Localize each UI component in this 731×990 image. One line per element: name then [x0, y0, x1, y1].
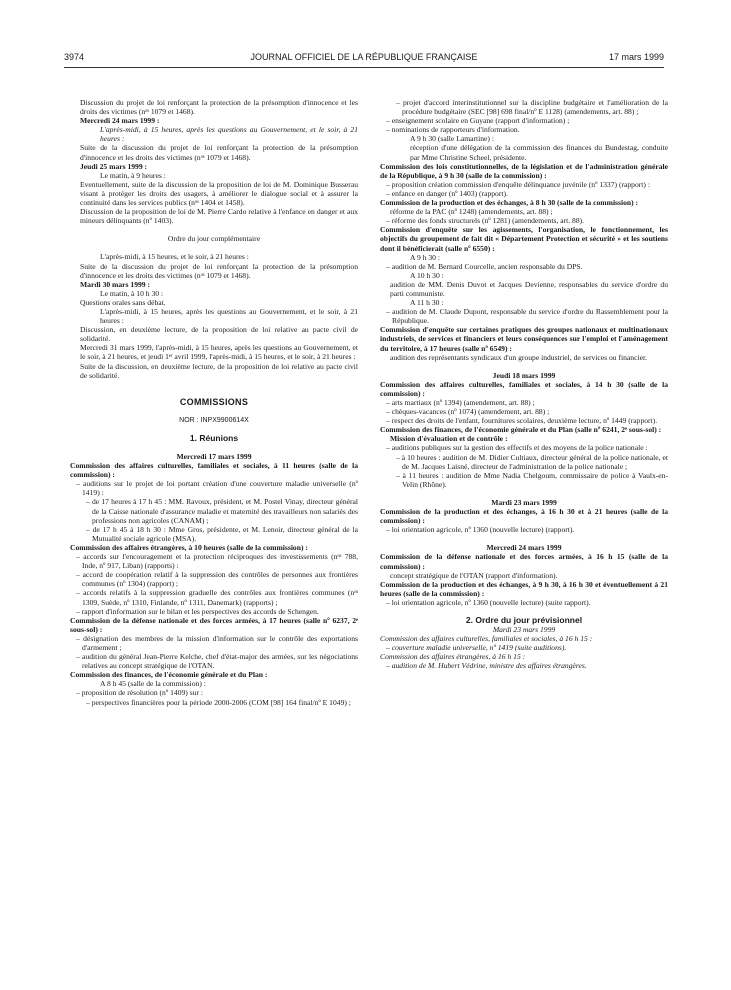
- list-item: – à 10 heures : audition de M. Didier Cultiaux, directeur général de la police nationale, et de M. Jacques Laisné, directeur de l'administration de la police nationale ;: [396, 452, 668, 471]
- paragraph: audition de MM. Denis Duvot et Jacques Devienne, responsables du service d'ordre du parti communiste.: [390, 279, 668, 298]
- paragraph: A 8 h 45 (salle de la commission) :: [100, 679, 206, 689]
- list-item: – chèques-vacances (nº 1074) (amendement, art. 88) ;: [386, 407, 550, 417]
- list-item: – audition de M. Hubert Védrine, ministre des affaires étrangères.: [386, 661, 587, 671]
- list-item: – projet d'accord interinstitutionnel sur la discipline budgétaire et l'amélioration de la procédure budgétaire (SEC [98] 698 final/nº E 1128) (amendements, art. 88) ;: [396, 98, 668, 117]
- paragraph: L'après-midi, à 15 heures, et le soir, à 21 heures :: [100, 252, 249, 262]
- paragraph: A 9 h 30 (salle Lamartine) :: [410, 134, 494, 144]
- commission-heading: Commission de la production et des échanges, à 8 h 30 (salle de la commission) :: [380, 198, 639, 208]
- list-item: – audition de M. Bernard Courcelle, ancien responsable du DPS.: [386, 261, 583, 271]
- section-subtitle: 2. Ordre du jour prévisionnel: [465, 614, 583, 625]
- commission-heading: Commission des affaires culturelles, familiales et sociales, à 11 heures (salle de la commission) :: [70, 461, 358, 480]
- commission-heading: Commission de la production et des échanges, à 16 h 30 et à 21 heures (salle de la commission) :: [380, 507, 668, 526]
- commission-heading: Commission des lois constitutionnelles, de la législation et de l'administration générale de la République, à 9 h 30 (salle de la commission) :: [380, 161, 668, 180]
- date-heading: Mercredi 24 mars 1999 :: [80, 116, 160, 126]
- list-item: – perspectives financières pour la période 2000-2006 (COM [98] 164 final/nº E 1049) ;: [86, 697, 351, 707]
- nor-reference: NOR : INPX9900614X: [179, 416, 249, 424]
- paragraph: réception d'une délégation de la commission des finances du Bundestag, conduite par Mme Christine Scheel, présidente.: [410, 143, 668, 162]
- paragraph: L'après-midi, à 15 heures, après les questions au Gouvernement, et le soir, à 21 heures :: [100, 306, 358, 326]
- issue-date: 17 mars 1999: [608, 52, 664, 62]
- commission-heading: Commission de la défense nationale et des forces armées, à 17 heures (salle nº 6237, 2ᵉ sous-sol) :: [70, 615, 358, 634]
- commission-heading: Commission des affaires culturelles, familiales et sociales, à 14 h 30 (salle de la commission) :: [380, 379, 668, 398]
- paragraph: audition des représentants syndicaux d'un groupe industriel, de services ou financier.: [390, 352, 647, 362]
- list-item: – de 17 h 45 à 18 h 30 : Mme Gros, présidente, et M. Lenoir, directeur général de la Mutualité sociale agricole (MSA).: [86, 524, 358, 543]
- list-item: – désignation des membres de la mission d'information sur le contrôle des exportations d'armement ;: [76, 633, 358, 652]
- section-title: COMMISSIONS: [179, 396, 249, 407]
- list-item: – accords sur l'encouragement et la protection réciproques des investissements (nᵒˢ 788, Inde, nº 917, Liban) (rapports) :: [76, 552, 358, 571]
- list-item: – accord de coopération relatif à la suppression des contrôles de personnes aux frontières communes (nº 1304) (rapport) ;: [76, 570, 358, 589]
- list-item: – nominations de rapporteurs d'information.: [386, 125, 520, 135]
- subheading: Ordre du jour complémentaire: [167, 234, 261, 244]
- list-item: – proposition de résolution (nº 1409) sur :: [76, 688, 204, 698]
- commission-heading: Commission de la production et des échanges, à 9 h 30, à 16 h 30 et éventuellement à 21 heures (salle de la commission) :: [380, 579, 668, 598]
- date-heading: Mardi 23 mars 1999: [492, 625, 556, 635]
- list-item: – proposition création commission d'enquête délinquance juvénile (nº 1337) (rapport) :: [386, 179, 650, 189]
- paragraph: concept stratégique de l'OTAN (rapport d'information).: [390, 570, 558, 580]
- list-item: – loi orientation agricole, nº 1360 (nouvelle lecture) (rapport).: [386, 525, 575, 535]
- list-item: – audition du général Jean-Pierre Kelche, chef d'état-major des armées, sur les négociations relatives au concept stratégique de l'OTAN.: [76, 652, 358, 671]
- commission-heading: Commission des finances, de l'économie générale et du Plan :: [70, 670, 268, 680]
- list-item: – rapport d'information sur le bilan et les perspectives des accords de Schengen.: [76, 606, 319, 616]
- paragraph: Eventuellement, suite de la discussion de la proposition de loi de M. Dominique Busserau visant à protéger les droits des usagers, à améliorer le dialogue social et à assurer la continuité dans les services publics (nᵒˢ 1404 et 1458).: [80, 179, 358, 208]
- date-heading: Mardi 30 mars 1999 :: [80, 279, 151, 289]
- list-item: – couverture maladie universelle, nº 1419 (suite auditions).: [386, 643, 567, 653]
- left-column: [70, 98, 358, 707]
- right-column: [380, 98, 668, 671]
- paragraph: Discussion, en deuxième lecture, de la proposition de loi relative au pacte civil de solidarité.: [80, 325, 358, 344]
- date-heading: Jeudi 18 mars 1999: [492, 370, 556, 380]
- list-item: – enfance en danger (nº 1403) (rapport).: [386, 188, 508, 198]
- header-rule: [64, 67, 664, 68]
- paragraph: L'après-midi, à 15 heures, après les questions au Gouvernement, et le soir, à 21 heures :: [100, 125, 358, 144]
- date-heading: Mercredi 24 mars 1999: [486, 543, 562, 553]
- commission-heading: Commission d'enquête sur certaines pratiques des groupes nationaux et multinationaux industriels, de services et financiers et leurs conséquences sur l'emploi et l'aménagement du territoire, à 17 heures (salle nº 6549) :: [380, 325, 668, 353]
- paragraph: Suite de la discussion du projet de loi renforçant la protection de la présomption d'innocence et les droits des victimes (nᵒˢ 1079 et 1468).: [80, 143, 358, 162]
- date-heading: Jeudi 25 mars 1999 :: [80, 161, 148, 171]
- commission-heading: Commission des affaires culturelles, familiales et sociales, à 16 h 15 :: [380, 634, 593, 644]
- list-item: – auditions publiques sur la gestion des effectifs et des moyens de la police nationale :: [386, 443, 648, 453]
- page-header: [64, 52, 664, 66]
- list-item: – accords relatifs à la suppression graduelle des contrôles aux frontières communes (nᵒˢ 1309, Suède, nº 1310, Finlande, nº 1311, Danemark) (rapports) ;: [76, 588, 358, 607]
- commission-heading: Commission de la défense nationale et des forces armées, à 16 h 15 (salle de la commission) :: [380, 552, 668, 571]
- commission-heading: Commission des affaires étrangères, à 10 heures (salle de la commission) :: [70, 542, 308, 552]
- date-heading: Mardi 23 mars 1999: [491, 497, 557, 507]
- paragraph: Suite de la discussion du projet de loi renforçant la protection de la présomption d'innocence et les droits des victimes (nᵒˢ 1079 et 1468).: [80, 261, 358, 280]
- paragraph: Le matin, à 10 h 30 :: [100, 288, 164, 298]
- list-item: – loi orientation agricole, nº 1360 (nouvelle lecture) (suite rapport).: [386, 597, 591, 607]
- paragraph: Discussion de la proposition de loi de M. Pierre Cardo relative à l'enfance en danger et aux mineurs délinquants (nº 1403).: [80, 207, 358, 226]
- paragraph: réforme de la PAC (nº 1248) (amendements, art. 88) ;: [390, 207, 553, 217]
- list-item: – respect des droits de l'enfant, fournitures scolaires, deuxième lecture, nº 1449 (rapport).: [386, 416, 658, 426]
- paragraph: A 10 h 30 :: [410, 270, 444, 280]
- commission-heading: Commission des finances, de l'économie générale et du Plan (salle nº 6241, 2ᵉ sous-sol) :: [380, 425, 662, 435]
- commission-heading: Commission des affaires étrangères, à 16 h 15 :: [380, 652, 526, 662]
- page-number: 3974: [64, 52, 85, 62]
- journal-title: JOURNAL OFFICIEL DE LA RÉPUBLIQUE FRANÇAISE: [250, 52, 478, 62]
- paragraph: Le matin, à 9 heures :: [100, 170, 166, 180]
- date-heading: Mercredi 17 mars 1999: [176, 452, 252, 461]
- list-item: – réforme des fonds structurels (nº 1281) (amendements, art. 88).: [386, 216, 585, 226]
- list-item: – de 17 heures à 17 h 45 : MM. Ravoux, président, et M. Postel Vinay, directeur général de la Caisse nationale d'assurance maladie et maternité des travailleurs non salariés des professions non agricoles (CANAM) ;: [86, 497, 358, 525]
- paragraph: A 9 h 30 :: [410, 252, 440, 262]
- section-subtitle: 1. Réunions: [189, 432, 239, 443]
- paragraph: Mercredi 31 mars 1999, l'après-midi, à 15 heures, après les questions au Gouvernement, et le soir, à 21 heures, et jeudi 1ᵉʳ avril 1999, l'après-midi, à 15 heures, et le soir, à 21 heures :: [80, 343, 358, 362]
- list-item: – à 11 heures : audition de Mme Nadia Chelgoum, commissaire de police à Vaulx-en-Velin (Rhône).: [396, 470, 668, 489]
- list-item: – enseignement scolaire en Guyane (rapport d'information) ;: [386, 116, 570, 126]
- paragraph: A 11 h 30 :: [410, 298, 444, 308]
- mission-heading: Mission d'évaluation et de contrôle :: [390, 434, 508, 444]
- commission-heading: Commission d'enquête sur les agissements, l'organisation, le fonctionnement, les objectifs du groupement de fait dit « Département Protection et sécurité » et les soutiens dont il bénéficierait (salle nº 6550) :: [380, 225, 668, 253]
- paragraph: Questions orales sans débat.: [80, 297, 166, 307]
- list-item: – audition de M. Claude Dupont, responsable du service d'ordre du Rassemblement pour la République.: [386, 307, 668, 326]
- list-item: – arts martiaux (nº 1394) (amendement, art. 88) ;: [386, 398, 535, 407]
- list-item: – auditions sur le projet de loi portant création d'une couverture maladie universelle (nº 1419) :: [76, 479, 358, 498]
- paragraph: Suite de la discussion, en deuxième lecture, de la proposition de loi relative au pacte civil de solidarité.: [80, 361, 358, 380]
- paragraph: Discussion du projet de loi renforçant la protection de la présomption d'innocence et les droits des victimes (nᵒˢ 1079 et 1468).: [80, 98, 358, 117]
